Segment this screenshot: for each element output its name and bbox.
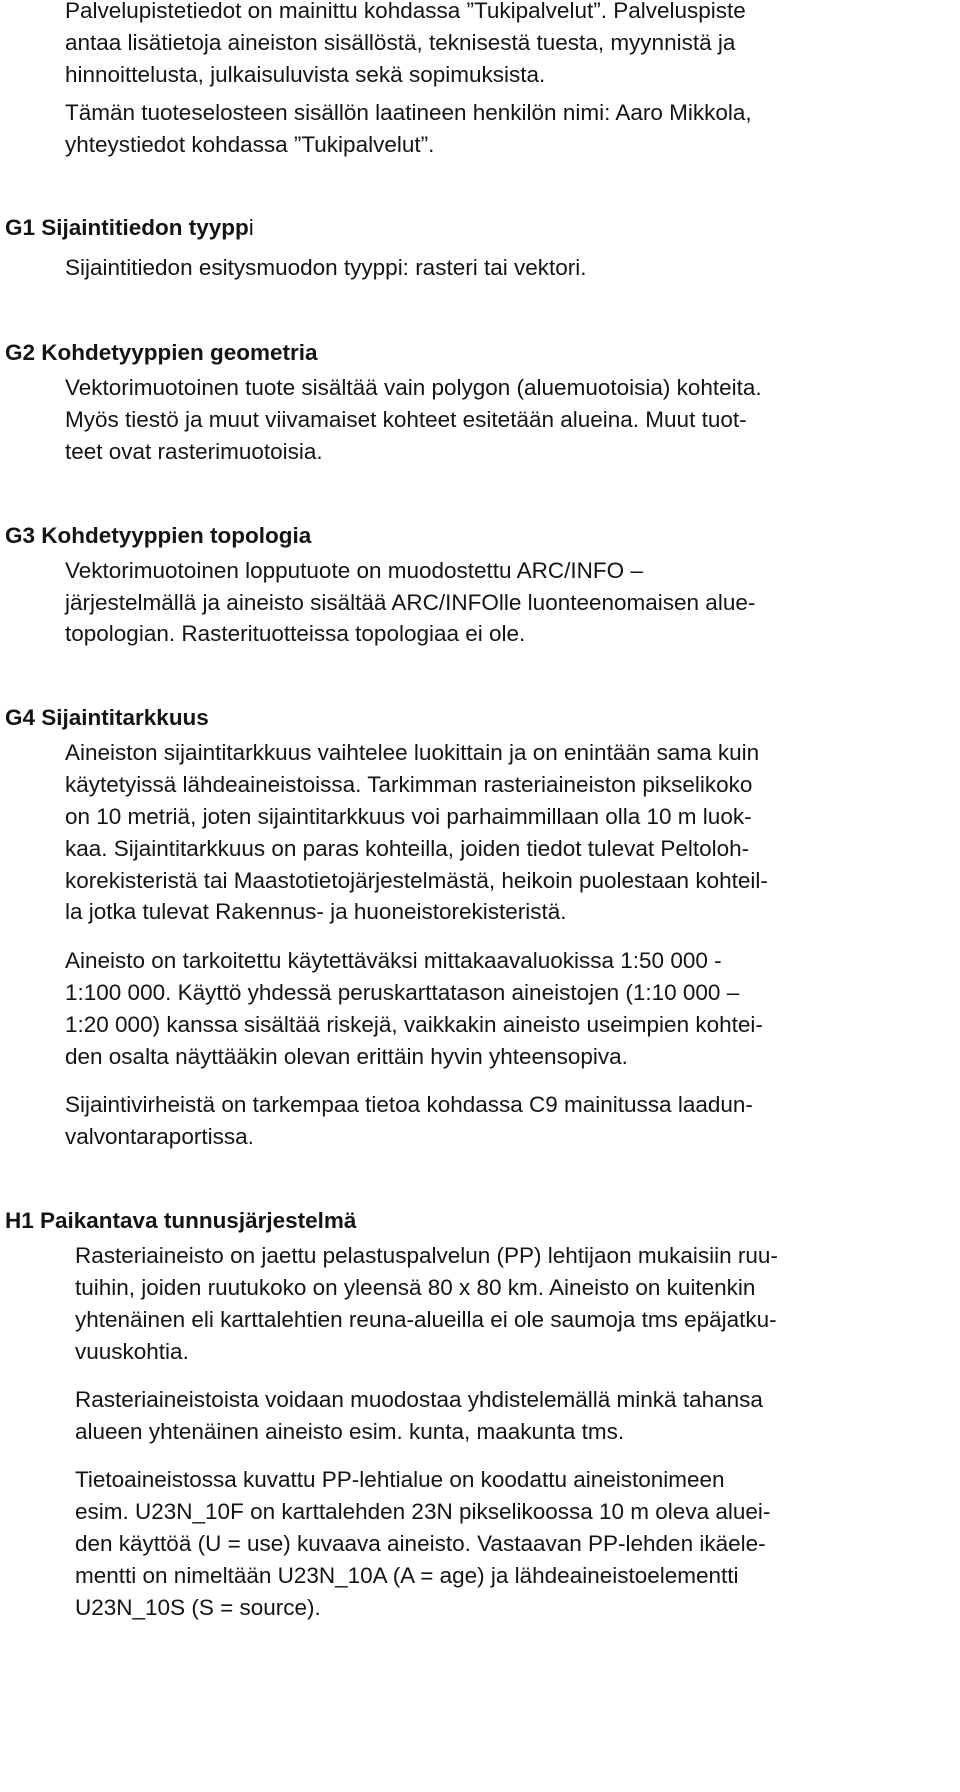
h1-p3-line: esim. U23N_10F on karttalehden 23N pikselikoossa 10 m oleva aluei- — [75, 1499, 771, 1524]
g1-line: Sijaintitiedon esitysmuodon tyyppi: rasteri tai vektori. — [65, 255, 587, 280]
intro-p1-line: Palvelupistetiedot on mainittu kohdassa ”Tukipalvelut”. Palveluspiste — [65, 0, 746, 23]
g4-p2-line: 1:100 000. Käyttö yhdessä peruskarttatason aineistojen (1:10 000 – — [65, 980, 740, 1005]
h1-p1-line: Rasteriaineisto on jaettu pelastuspalvelun (PP) lehtijaon mukaisiin ruu- — [75, 1243, 778, 1268]
intro-p2-line: yhteystiedot kohdassa ”Tukipalvelut”. — [65, 132, 435, 157]
g4-p1-line: on 10 metriä, joten sijaintitarkkuus voi parhaimmillaan olla 10 m luok- — [65, 804, 752, 829]
g4-p1-line: korekisteristä tai Maastotietojärjestelmästä, heikoin puolestaan kohteil- — [65, 868, 768, 893]
g3-line: topologian. Rasterituotteissa topologiaa ei ole. — [65, 621, 526, 646]
g1-heading-rest: i — [248, 215, 254, 240]
section-heading-g2: G2 Kohdetyyppien geometria — [5, 340, 318, 365]
g4-p2-line: 1:20 000) kanssa sisältää riskejä, vaikkakin aineisto useimpien kohtei- — [65, 1012, 763, 1037]
intro-p2-line: Tämän tuoteselosteen sisällön laatineen henkilön nimi: Aaro Mikkola, — [65, 100, 752, 125]
h1-p3-line: den käyttöä (U = use) kuvaava aineisto. Vastaavan PP-lehden ikäele- — [75, 1531, 766, 1556]
intro-p1-line: antaa lisätietoja aineiston sisällöstä, teknisestä tuesta, myynnistä ja — [65, 30, 736, 55]
g3-line: Vektorimuotoinen lopputuote on muodostettu ARC/INFO – — [65, 558, 643, 583]
g2-line: Vektorimuotoinen tuote sisältää vain polygon (aluemuotoisia) kohteita. — [65, 375, 762, 400]
g2-line: Myös tiestö ja muut viivamaiset kohteet esitetään alueina. Muut tuot- — [65, 407, 747, 432]
section-heading-g3: G3 Kohdetyyppien topologia — [5, 523, 312, 548]
intro-p1-line: hinnoittelusta, julkaisuluvista sekä sopimuksista. — [65, 62, 546, 87]
g4-p1-line: la jotka tulevat Rakennus- ja huoneistorekisteristä. — [65, 899, 567, 924]
g4-p1-line: käytetyissä lähdeaineistoissa. Tarkimman rasteriaineiston pikselikoko — [65, 772, 753, 797]
g4-p1-line: Aineiston sijaintitarkkuus vaihtelee luokittain ja on enintään sama kuin — [65, 740, 760, 765]
g4-p2-line: den osalta näyttääkin olevan erittäin hyvin yhteensopiva. — [65, 1044, 628, 1069]
section-heading-g1 — [5, 213, 254, 243]
g4-p3-line: valvontaraportissa. — [65, 1124, 254, 1149]
g4-p3-line: Sijaintivirheistä on tarkempaa tietoa kohdassa C9 mainitussa laadun- — [65, 1092, 753, 1117]
section-heading-g4: G4 Sijaintitarkkuus — [5, 705, 209, 730]
section-heading-h1: H1 Paikantava tunnusjärjestelmä — [5, 1208, 357, 1233]
g2-line: teet ovat rasterimuotoisia. — [65, 439, 323, 464]
h1-p1-line: tuihin, joiden ruutukoko on yleensä 80 x 80 km. Aineisto on kuitenkin — [75, 1275, 756, 1300]
g4-p1-line: kaa. Sijaintitarkkuus on paras kohteilla, joiden tiedot tulevat Peltoloh- — [65, 836, 750, 861]
h1-p3-line: U23N_10S (S = source). — [75, 1595, 321, 1620]
g1-heading-bold: G1 Sijaintitiedon tyypp — [5, 215, 249, 240]
h1-p2-line: alueen yhtenäinen aineisto esim. kunta, maakunta tms. — [75, 1419, 625, 1444]
g4-p2-line: Aineisto on tarkoitettu käytettäväksi mittakaavaluokissa 1:50 000 - — [65, 948, 722, 973]
h1-p2-line: Rasteriaineistoista voidaan muodostaa yhdistelemällä minkä tahansa — [75, 1387, 763, 1412]
h1-p3-line: Tietoaineistossa kuvattu PP-lehtialue on koodattu aineistonimeen — [75, 1467, 725, 1492]
h1-p1-line: yhtenäinen eli karttalehtien reuna-alueilla ei ole saumoja tms epäjatku- — [75, 1307, 777, 1332]
h1-p3-line: mentti on nimeltään U23N_10A (A = age) ja lähdeaineistoelementti — [75, 1563, 739, 1588]
h1-p1-line: vuuskohtia. — [75, 1339, 189, 1364]
g3-line: järjestelmällä ja aineisto sisältää ARC/INFOlle luonteenomaisen alue- — [65, 590, 756, 615]
